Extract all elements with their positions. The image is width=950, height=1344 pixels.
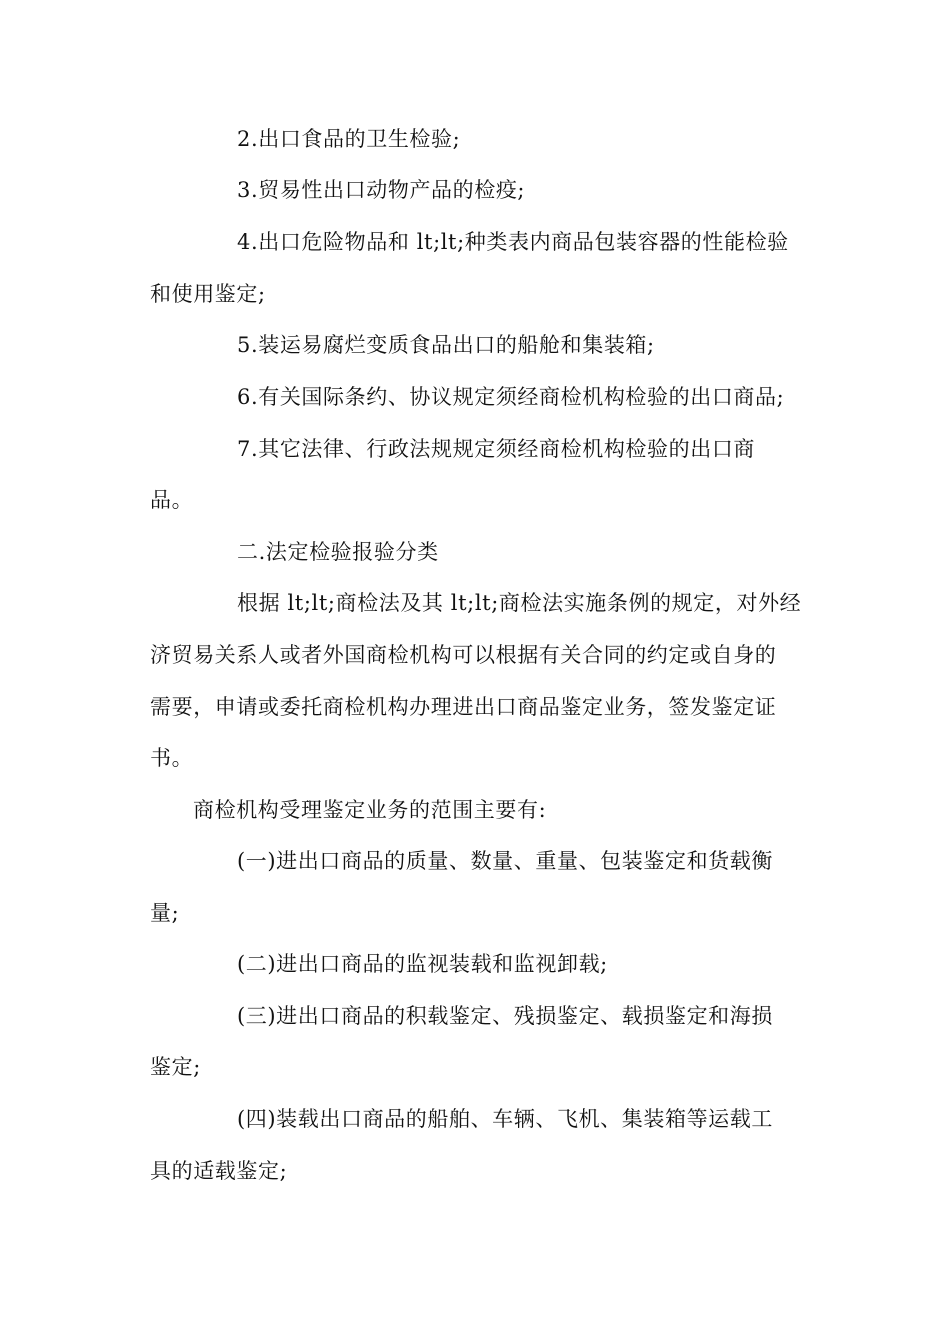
text-line: 6.有关国际条约、协议规定须经商检机构检验的出口商品; (237, 385, 785, 409)
text-line: 和使用鉴定; (150, 282, 266, 306)
text-line: 需要，申请或委托商检机构办理进出口商品鉴定业务，签发鉴定证 (150, 695, 777, 719)
text-line: 4.出口危险物品和 lt;lt;种类表内商品包装容器的性能检验 (237, 230, 789, 254)
text-line: 品。 (150, 488, 194, 512)
text-line: (四)装载出口商品的船舶、车辆、飞机、集装箱等运载工 (237, 1107, 773, 1131)
text-line: 鉴定; (150, 1055, 201, 1079)
text-line: 5.装运易腐烂变质食品出口的船舱和集装箱; (237, 333, 655, 357)
text-line: 书。 (150, 746, 194, 770)
text-line: 3.贸易性出口动物产品的检疫; (237, 178, 526, 202)
text-line: (三)进出口商品的积载鉴定、残损鉴定、载损鉴定和海损 (237, 1004, 773, 1028)
text-line: (一)进出口商品的质量、数量、重量、包装鉴定和货载衡 (237, 849, 773, 873)
text-line: 2.出口食品的卫生检验; (237, 127, 461, 151)
text-line: 根据 lt;lt;商检法及其 lt;lt;商检法实施条例的规定，对外经 (237, 591, 802, 615)
text-line: (二)进出口商品的监视装载和监视卸载; (237, 952, 608, 976)
text-line: 济贸易关系人或者外国商检机构可以根据有关合同的约定或自身的 (150, 643, 777, 667)
text-line: 商检机构受理鉴定业务的范围主要有: (193, 798, 547, 822)
text-line: 具的适载鉴定; (150, 1159, 288, 1183)
section-heading: 二.法定检验报验分类 (237, 540, 439, 564)
text-line: 量; (150, 901, 180, 925)
text-line: 7.其它法律、行政法规规定须经商检机构检验的出口商 (237, 437, 756, 461)
